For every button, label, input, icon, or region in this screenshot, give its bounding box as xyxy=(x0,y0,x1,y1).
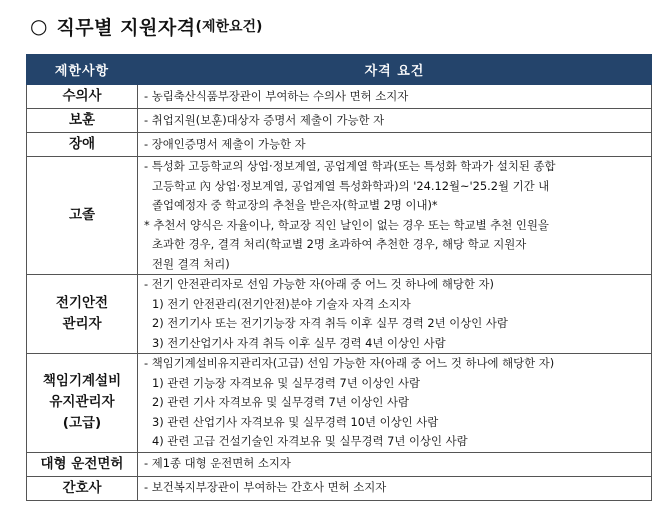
requirement-line: 전원 결격 처리) xyxy=(152,256,230,271)
row-requirements xyxy=(138,476,652,500)
row-requirements xyxy=(138,85,652,109)
heading-title: 직무별 지원자격 xyxy=(56,16,196,39)
table-row xyxy=(27,133,652,157)
requirement-line: 1) 전기 안전관리(전기안전)분야 기술자 자격 소지자 xyxy=(152,296,411,311)
row-label xyxy=(27,157,138,275)
row-label-line: 수의사 xyxy=(62,88,102,104)
row-requirements xyxy=(138,452,652,476)
table-header-row xyxy=(27,55,652,85)
requirement-line: - 농림축산식품부장관이 부여하는 수의사 면허 소지자 xyxy=(144,88,409,103)
row-label-line: 고졸 xyxy=(68,207,96,223)
row-requirements xyxy=(138,275,652,354)
qualification-table xyxy=(26,54,652,501)
row-label-line: 간호사 xyxy=(62,479,102,496)
heading-subtitle: (제한요건) xyxy=(195,19,263,35)
row-label xyxy=(27,476,138,500)
table-row xyxy=(27,85,652,109)
requirement-line: 1) 관련 기능장 자격보유 및 실무경력 7년 이상인 사람 xyxy=(152,375,420,390)
row-label-line: 전기안전 xyxy=(55,295,109,311)
requirement-line: - 보건복지부장관이 부여하는 간호사 면허 소지자 xyxy=(144,480,387,495)
table-row xyxy=(27,354,652,453)
requirement-line: 초과한 경우, 결격 처리(학교별 2명 초과하여 추천한 경우, 해당 학교 지원자 xyxy=(152,237,527,251)
row-label-line: 유지관리자 xyxy=(49,394,115,411)
row-requirements xyxy=(138,157,652,275)
row-requirements xyxy=(138,354,652,453)
row-label xyxy=(27,109,138,133)
requirement-line: - 제1종 대형 운전면허 소지자 xyxy=(144,456,291,471)
header-restriction: 제한사항 xyxy=(27,55,138,85)
requirement-line: - 책임기계설비유지관리자(고급) 선임 가능한 자(아래 중 어느 것 하나에 해당한 자) xyxy=(144,356,555,370)
row-label-line: 대형 운전면허 xyxy=(40,455,124,472)
row-label-line: 보훈 xyxy=(68,112,96,128)
requirement-line: 3) 관련 산업기사 자격보유 및 실무경력 10년 이상인 사람 xyxy=(152,414,439,429)
requirement-line: 4) 관련 고급 건설기술인 자격보유 및 실무경력 7년 이상인 사람 xyxy=(152,434,468,448)
row-requirements xyxy=(138,109,652,133)
row-label-line: 책임기계설비 xyxy=(42,373,122,390)
requirement-line: - 취업지원(보훈)대상자 증명서 제출이 가능한 자 xyxy=(144,112,385,127)
row-label-line: 장애 xyxy=(68,136,96,152)
table-row xyxy=(27,476,652,500)
row-label xyxy=(27,133,138,157)
table-row xyxy=(27,109,652,133)
requirement-line: 2) 전기기사 또는 전기기능장 자격 취득 이후 실무 경력 2년 이상인 사람 xyxy=(152,316,508,330)
table-row xyxy=(27,157,652,275)
requirement-line: 3) 전기산업기사 자격 취득 이후 실무 경력 4년 이상인 사람 xyxy=(152,335,446,350)
requirement-line: 고등학교 內 상업·정보계열, 공업계열 특성화학과)의 '24.12월~'25.2월 기간 내 xyxy=(152,178,550,193)
requirement-line: 졸업예정자 중 학교장의 추천을 받은자(학교별 2명 이내)* xyxy=(152,198,438,212)
header-requirements: 자격 요건 xyxy=(138,55,652,85)
requirement-line: - 특성화 고등학교의 상업·정보계열, 공업계열 학과(또는 특성화 학과가 설치된 종합 xyxy=(144,159,556,173)
table-row xyxy=(27,275,652,354)
requirement-line: - 장애인증명서 제출이 가능한 자 xyxy=(144,136,306,151)
requirement-line: 2) 관련 기사 자격보유 및 실무경력 7년 이상인 사람 xyxy=(152,395,409,409)
bullet-circle-icon: ○ xyxy=(30,14,48,38)
table-row xyxy=(27,452,652,476)
row-label-line: (고급) xyxy=(62,415,102,432)
row-label xyxy=(27,85,138,109)
row-requirements xyxy=(138,133,652,157)
row-label xyxy=(27,275,138,354)
row-label xyxy=(27,452,138,476)
requirement-line: - 전기 안전관리자로 선임 가능한 자(아래 중 어느 것 하나에 해당한 자) xyxy=(144,277,494,291)
requirement-line: * 추천서 양식은 자율이나, 학교장 직인 날인이 없는 경우 또는 학교별 추천 인원을 xyxy=(144,217,549,232)
row-label xyxy=(27,354,138,453)
section-heading xyxy=(30,12,262,40)
row-label-line: 관리자 xyxy=(62,316,102,332)
